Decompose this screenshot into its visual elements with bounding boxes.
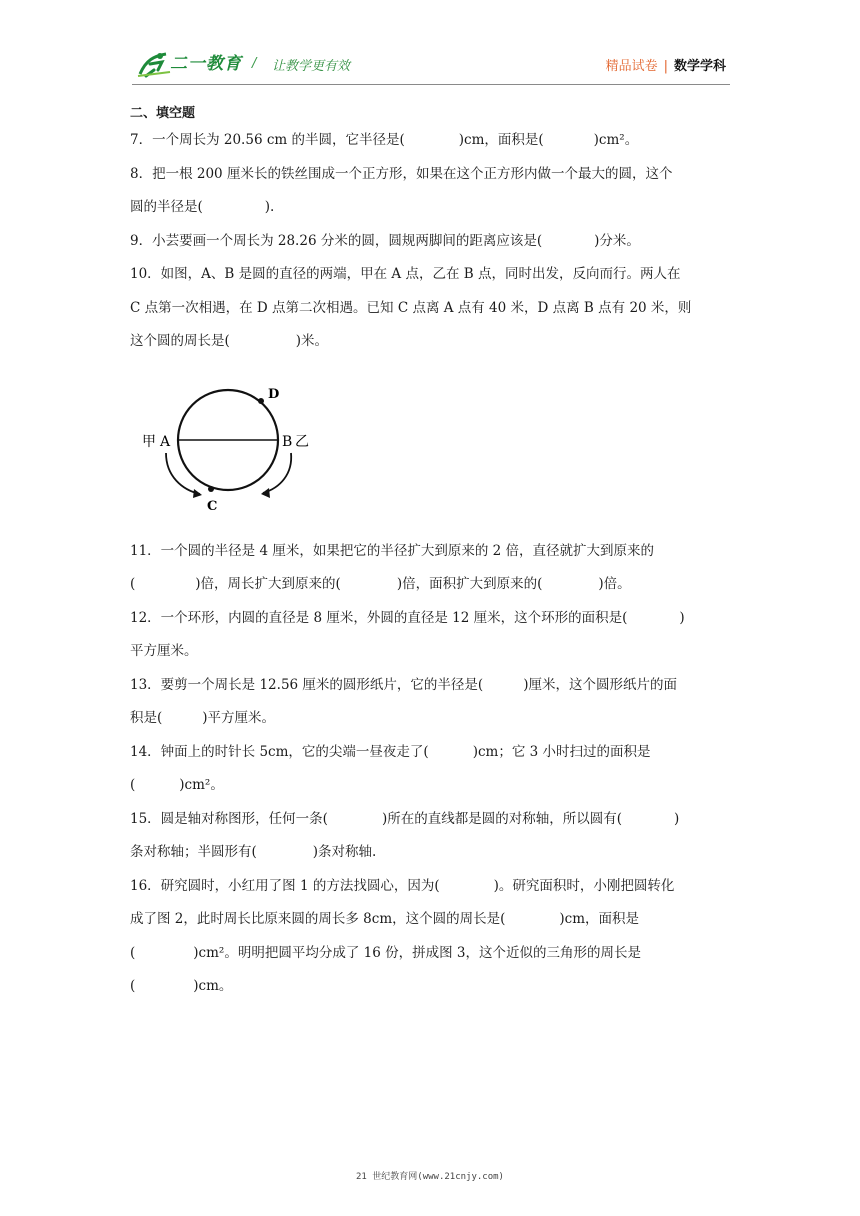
q13-line xyxy=(130,669,730,703)
q11-line: 11．一个圆的半径是 4 厘米，如果把它的半径扩大到原来的 2 倍，直径就扩大到原来的 xyxy=(130,542,655,559)
q8-text: 圆的半径是( xyxy=(130,199,203,215)
q13-text: 13．要剪一个周长是 12.56 厘米的圆形纸片，它的半径是( xyxy=(130,676,484,693)
q14-text: )cm；它 3 小时扫过的面积是 xyxy=(472,743,651,760)
q12-text: 12．一个环形，内圆的直径是 8 厘米，外圆的直径是 12 厘米，这个环形的面积是( xyxy=(130,609,628,626)
q15-text: )所在的直线都是圆的对称轴，所以圆有( xyxy=(381,810,622,827)
q8-line xyxy=(130,191,730,225)
label-d: D xyxy=(268,387,280,402)
subject: 数学学科 xyxy=(673,59,726,74)
q11-text: )倍，周长扩大到原来的( xyxy=(195,576,341,592)
question-9 xyxy=(130,225,730,259)
label-c: C xyxy=(207,499,218,514)
q15-line xyxy=(130,836,730,870)
q16-text: )cm，面积是 xyxy=(559,911,640,927)
q7-text: )cm，面积是( xyxy=(458,132,544,148)
question-15 xyxy=(130,803,730,870)
arrow-yi-head xyxy=(261,488,270,498)
q16-line xyxy=(130,937,730,971)
q16-text: 成了图 2，此时周长比原来圆的周长多 8cm，这个圆的周长是( xyxy=(130,911,506,927)
q16-line xyxy=(130,903,730,937)
question-list xyxy=(130,104,730,1004)
q7-text: )cm²。 xyxy=(593,132,639,148)
q13-text: )厘米，这个圆形纸片的面 xyxy=(523,676,677,693)
page-footer: 21 世纪教育网(www.21cnjy.com) xyxy=(356,1172,504,1182)
question-8 xyxy=(130,158,730,225)
arrow-jia-head xyxy=(193,489,202,498)
label-a: A xyxy=(160,434,171,450)
q10-text: )米。 xyxy=(295,333,329,349)
q16-line xyxy=(130,970,730,1004)
q16-line xyxy=(130,870,730,904)
q13-line xyxy=(130,702,730,736)
slogan-separator: / xyxy=(252,56,257,71)
slogan: 让教学更有效 xyxy=(272,59,351,74)
question-14 xyxy=(130,736,730,803)
q9-text: )分米。 xyxy=(594,232,640,249)
q11-text: ( xyxy=(130,576,136,592)
header-right xyxy=(606,55,726,74)
q12-line xyxy=(130,602,730,636)
q13-text: )平方厘米。 xyxy=(202,710,276,726)
q15-text: ) xyxy=(674,810,680,827)
arrow-yi xyxy=(263,453,291,493)
q16-text: )cm。 xyxy=(193,978,233,994)
q7-text: 7．一个周长为 20.56 cm 的半圆，它半径是( xyxy=(130,132,405,148)
logo-text: 二一教育 xyxy=(170,54,242,74)
label-b: B xyxy=(282,434,293,450)
paper-type: 精品试卷 xyxy=(605,59,658,74)
q10-text: 这个圆的周长是( xyxy=(130,333,230,349)
q16-text: ( xyxy=(130,944,136,961)
q15-text: 15．圆是轴对称图形，任何一条( xyxy=(130,810,328,827)
q11-text: )倍，面积扩大到原来的( xyxy=(396,576,543,592)
q12-line: 平方厘米。 xyxy=(130,643,198,659)
question-13 xyxy=(130,669,730,736)
q15-text: )条对称轴. xyxy=(312,844,377,860)
question-7 xyxy=(130,124,730,158)
page-header xyxy=(132,44,730,84)
q14-text: 14．钟面上的时针长 5cm，它的尖端一昼夜走了( xyxy=(130,743,429,760)
section-title: 二、填空题 xyxy=(130,106,196,121)
q10-line xyxy=(130,325,730,359)
q14-line xyxy=(130,736,730,770)
q12-text: ) xyxy=(679,609,685,626)
q10-line: C 点第一次相遇，在 D 点第二次相遇。已知 C 点离 A 点有 40 米，D 点离 B 点有 20 米，则 xyxy=(130,299,692,316)
q13-text: 积是( xyxy=(130,710,163,726)
q16-text: )。研究面积时，小刚把圆转化 xyxy=(493,877,675,894)
point-c xyxy=(208,486,214,492)
q8-text: ). xyxy=(264,199,275,215)
label-jia: 甲 xyxy=(142,434,156,450)
label-yi: 乙 xyxy=(295,434,309,450)
q14-text: )cm²。 xyxy=(179,777,224,793)
q14-line xyxy=(130,769,730,803)
question-12 xyxy=(130,602,730,669)
header-rule xyxy=(132,84,730,85)
q11-line xyxy=(130,568,730,602)
q16-text: ( xyxy=(130,978,136,994)
circle-diagram xyxy=(138,378,328,518)
question-16 xyxy=(130,870,730,1004)
q9-text: 9．小芸要画一个周长为 28.26 分米的圆，圆规两脚间的距离应该是( xyxy=(130,232,543,249)
q8-line: 8．把一根 200 厘米长的铁丝围成一个正方形，如果在这个正方形内做一个最大的圆，这个 xyxy=(130,165,673,182)
q16-text: )cm²。明明把圆平均分成了 16 份，拼成图 3，这个近似的三角形的周长是 xyxy=(193,944,641,961)
q10-line: 10．如图，A、B 是圆的直径的两端，甲在 A 点，乙在 B 点，同时出发，反向而行。两人在 xyxy=(130,266,681,282)
q15-line xyxy=(130,803,730,837)
q16-text: 16．研究圆时，小红用了图 1 的方法找圆心，因为( xyxy=(130,877,440,894)
question-10 xyxy=(130,258,730,359)
q15-text: 条对称轴；半圆形有( xyxy=(130,844,257,860)
q14-text: ( xyxy=(130,777,136,793)
header-divider: | xyxy=(663,59,668,74)
q11-text: )倍。 xyxy=(598,576,631,592)
question-11 xyxy=(130,535,730,602)
point-d xyxy=(258,398,264,404)
